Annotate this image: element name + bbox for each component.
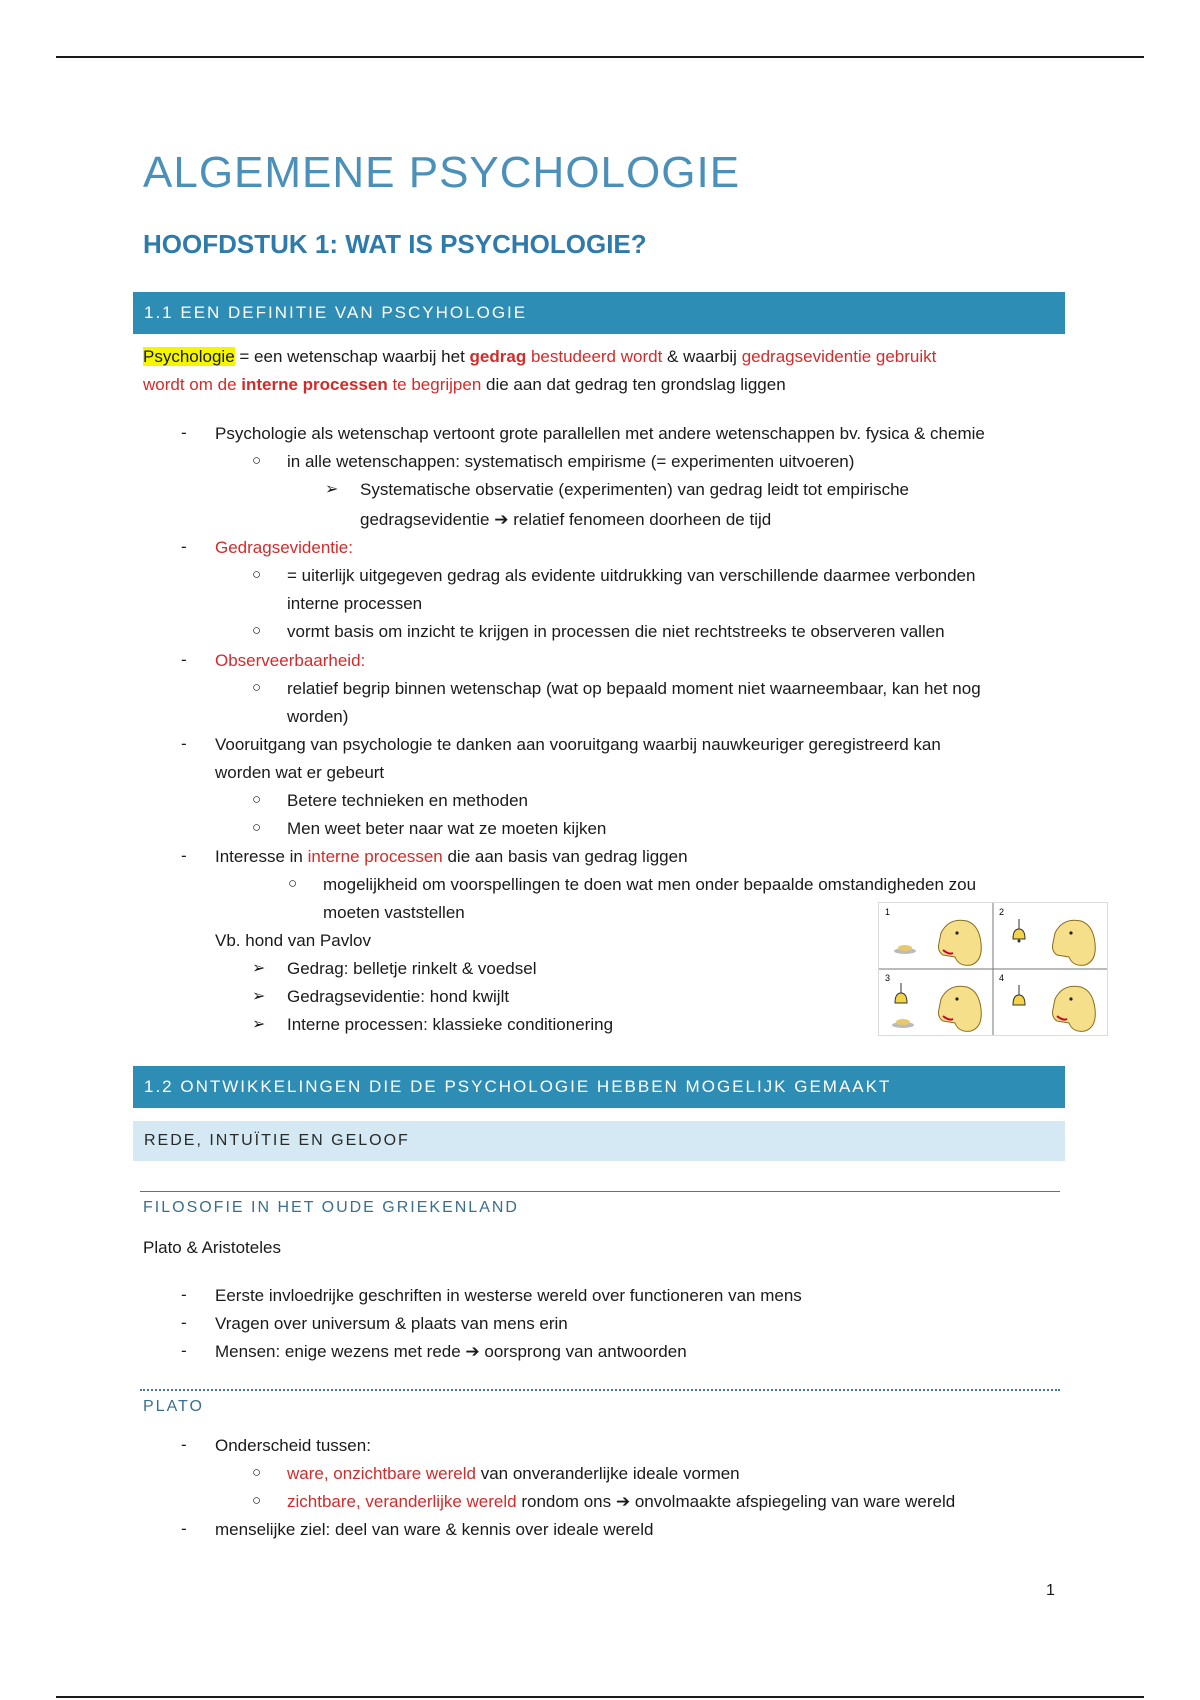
dash-bullet: -: [181, 537, 187, 556]
circle-bullet-icon: ○: [288, 875, 298, 892]
sub-bullet-text: = uiterlijk uitgegeven gedrag als evidente uitdrukking van verschillende daarmee verbonden: [287, 566, 976, 585]
bullet-text: Interesse in interne processen die aan basis van gedrag liggen: [215, 847, 688, 866]
dash-bullet: -: [181, 650, 187, 669]
document-title: ALGEMENE PSYCHOLOGIE: [143, 148, 741, 197]
circle-bullet-icon: ○: [252, 1492, 262, 1509]
chapter-heading: HOOFDSTUK 1: WAT IS PSYCHOLOGIE?: [143, 229, 647, 259]
panel-number: 4: [999, 973, 1005, 983]
bell-icon: [1013, 985, 1025, 1005]
sub-bullet-text-cont: interne processen: [287, 594, 423, 613]
page-number: 1: [1046, 1582, 1055, 1599]
example-item: Gedragsevidentie: hond kwijlt: [287, 987, 510, 1006]
sub-bullet-text: vormt basis om inzicht te krijgen in processen die niet rechtstreeks te observeren vallen: [287, 622, 945, 641]
dash-bullet: -: [181, 1341, 187, 1360]
example-item: Interne processen: klassieke conditionering: [287, 1015, 614, 1034]
sub-bullet-text: Betere technieken en methoden: [287, 791, 529, 810]
dash-bullet: -: [181, 734, 187, 753]
bullet-text: Onderscheid tussen:: [215, 1436, 371, 1455]
right-arrow-icon: ➔: [615, 1492, 631, 1511]
pavlov-dog-figure: [878, 902, 1108, 1036]
bullet-text-cont: worden wat er gebeurt: [215, 763, 385, 782]
definition-line-1: Psychologie = een wetenschap waarbij het gedrag bestudeerd wordt & waarbij gedragsevidentie gebruikt: [143, 347, 937, 366]
dog-head-icon: [1053, 986, 1096, 1031]
bullet-text: Gedragsevidentie:: [215, 538, 353, 557]
circle-bullet-icon: ○: [252, 566, 262, 583]
definition-line-2: wordt om de interne processen te begrijpen die aan dat gedrag ten grondslag liggen: [143, 375, 786, 394]
sub-bullet-text: ware, onzichtbare wereld van onveranderlijke ideale vormen: [287, 1464, 740, 1483]
bullet-text: Vragen over universum & plaats van mens erin: [215, 1314, 568, 1333]
section-1-2-heading: 1.2 ONTWIKKELINGEN DIE DE PSYCHOLOGIE HEBBEN MOGELIJK GEMAAKT: [133, 1066, 1065, 1108]
dash-bullet: -: [181, 1435, 187, 1454]
circle-bullet-icon: ○: [252, 791, 262, 808]
dash-bullet: -: [181, 1285, 187, 1304]
circle-bullet-icon: ○: [252, 452, 262, 469]
dash-bullet: -: [181, 423, 187, 442]
bell-icon: [1013, 919, 1025, 943]
plato-heading: PLATO: [143, 1398, 204, 1415]
sub-bullet-text: zichtbare, veranderlijke wereld rondom ons ➔ onvolmaakte afspiegeling van ware wereld: [287, 1492, 956, 1511]
arrowhead-bullet-icon: ➢: [252, 988, 266, 1005]
dash-bullet: -: [181, 846, 187, 865]
subsub-bullet-text: Systematische observatie (experimenten) van gedrag leidt tot empirische: [360, 480, 909, 499]
bell-icon: [895, 983, 907, 1003]
example-item: Gedrag: belletje rinkelt & voedsel: [287, 959, 537, 978]
bullet-text: Observeerbaarheid:: [215, 651, 366, 670]
bullet-text: Psychologie als wetenschap vertoont grote parallellen met andere wetenschappen bv. fysica & chemie: [215, 424, 985, 443]
circle-bullet-icon: ○: [252, 1464, 262, 1481]
arrowhead-bullet-icon: ➢: [252, 960, 266, 977]
panel-number: 3: [885, 973, 891, 983]
pavlov-dog-illustration: [879, 903, 1107, 1035]
greek-philosophy-heading: FILOSOFIE IN HET OUDE GRIEKENLAND: [143, 1199, 519, 1216]
bullet-text: Vooruitgang van psychologie te danken aan vooruitgang waarbij nauwkeuriger geregistreerd kan: [215, 735, 941, 754]
dotted-heading-rule: [140, 1389, 1060, 1391]
sub-bullet-text: mogelijkheid om voorspellingen te doen wat men onder bepaalde omstandigheden zou: [323, 875, 977, 894]
example-label: Vb. hond van Pavlov: [215, 931, 371, 950]
subsub-bullet-text-cont: gedragsevidentie ➔ relatief fenomeen doorheen de tijd: [360, 510, 772, 529]
panel-number: 2: [999, 907, 1005, 917]
dog-head-icon: [939, 920, 982, 965]
right-arrow-icon: ➔: [465, 1342, 480, 1361]
sub-bullet-text: Men weet beter naar wat ze moeten kijken: [287, 819, 607, 838]
bullet-text: menselijke ziel: deel van ware & kennis over ideale wereld: [215, 1520, 654, 1539]
sub-bullet-text-cont: worden): [287, 707, 349, 726]
top-rule: [56, 56, 1144, 58]
bullet-text: Eerste invloedrijke geschriften in westerse wereld over functioneren van mens: [215, 1286, 802, 1305]
heading-rule: [140, 1191, 1060, 1192]
circle-bullet-icon: ○: [252, 622, 262, 639]
sub-bullet-text: in alle wetenschappen: systematisch empirisme (= experimenten uitvoeren): [287, 452, 855, 471]
circle-bullet-icon: ○: [252, 679, 262, 696]
dash-bullet: -: [181, 1519, 187, 1538]
arrowhead-bullet-icon: ➢: [252, 1016, 266, 1033]
dog-head-icon: [1053, 920, 1096, 965]
sub-bullet-text-cont: moeten vaststellen: [323, 903, 465, 922]
circle-bullet-icon: ○: [252, 819, 262, 836]
food-bowl-icon: [892, 1019, 914, 1028]
dash-bullet: -: [181, 1313, 187, 1332]
panel-number: 1: [885, 907, 891, 917]
bullet-text: Mensen: enige wezens met rede ➔ oorsprong van antwoorden: [215, 1342, 687, 1361]
arrowhead-bullet-icon: ➢: [325, 481, 339, 498]
right-arrow-icon: ➔: [494, 510, 509, 529]
subsection-heading: REDE, INTUÏTIE EN GELOOF: [133, 1121, 1065, 1161]
food-bowl-icon: [894, 945, 916, 954]
definition-term: Psychologie: [143, 347, 235, 366]
dog-head-icon: [939, 986, 982, 1031]
bottom-rule: [56, 1696, 1144, 1698]
sub-bullet-text: relatief begrip binnen wetenschap (wat op bepaald moment niet waarneembaar, kan het nog: [287, 679, 981, 698]
section-1-1-heading: 1.1 EEN DEFINITIE VAN PSCYHOLOGIE: [133, 292, 1065, 334]
intro-text: Plato & Aristoteles: [143, 1238, 281, 1257]
